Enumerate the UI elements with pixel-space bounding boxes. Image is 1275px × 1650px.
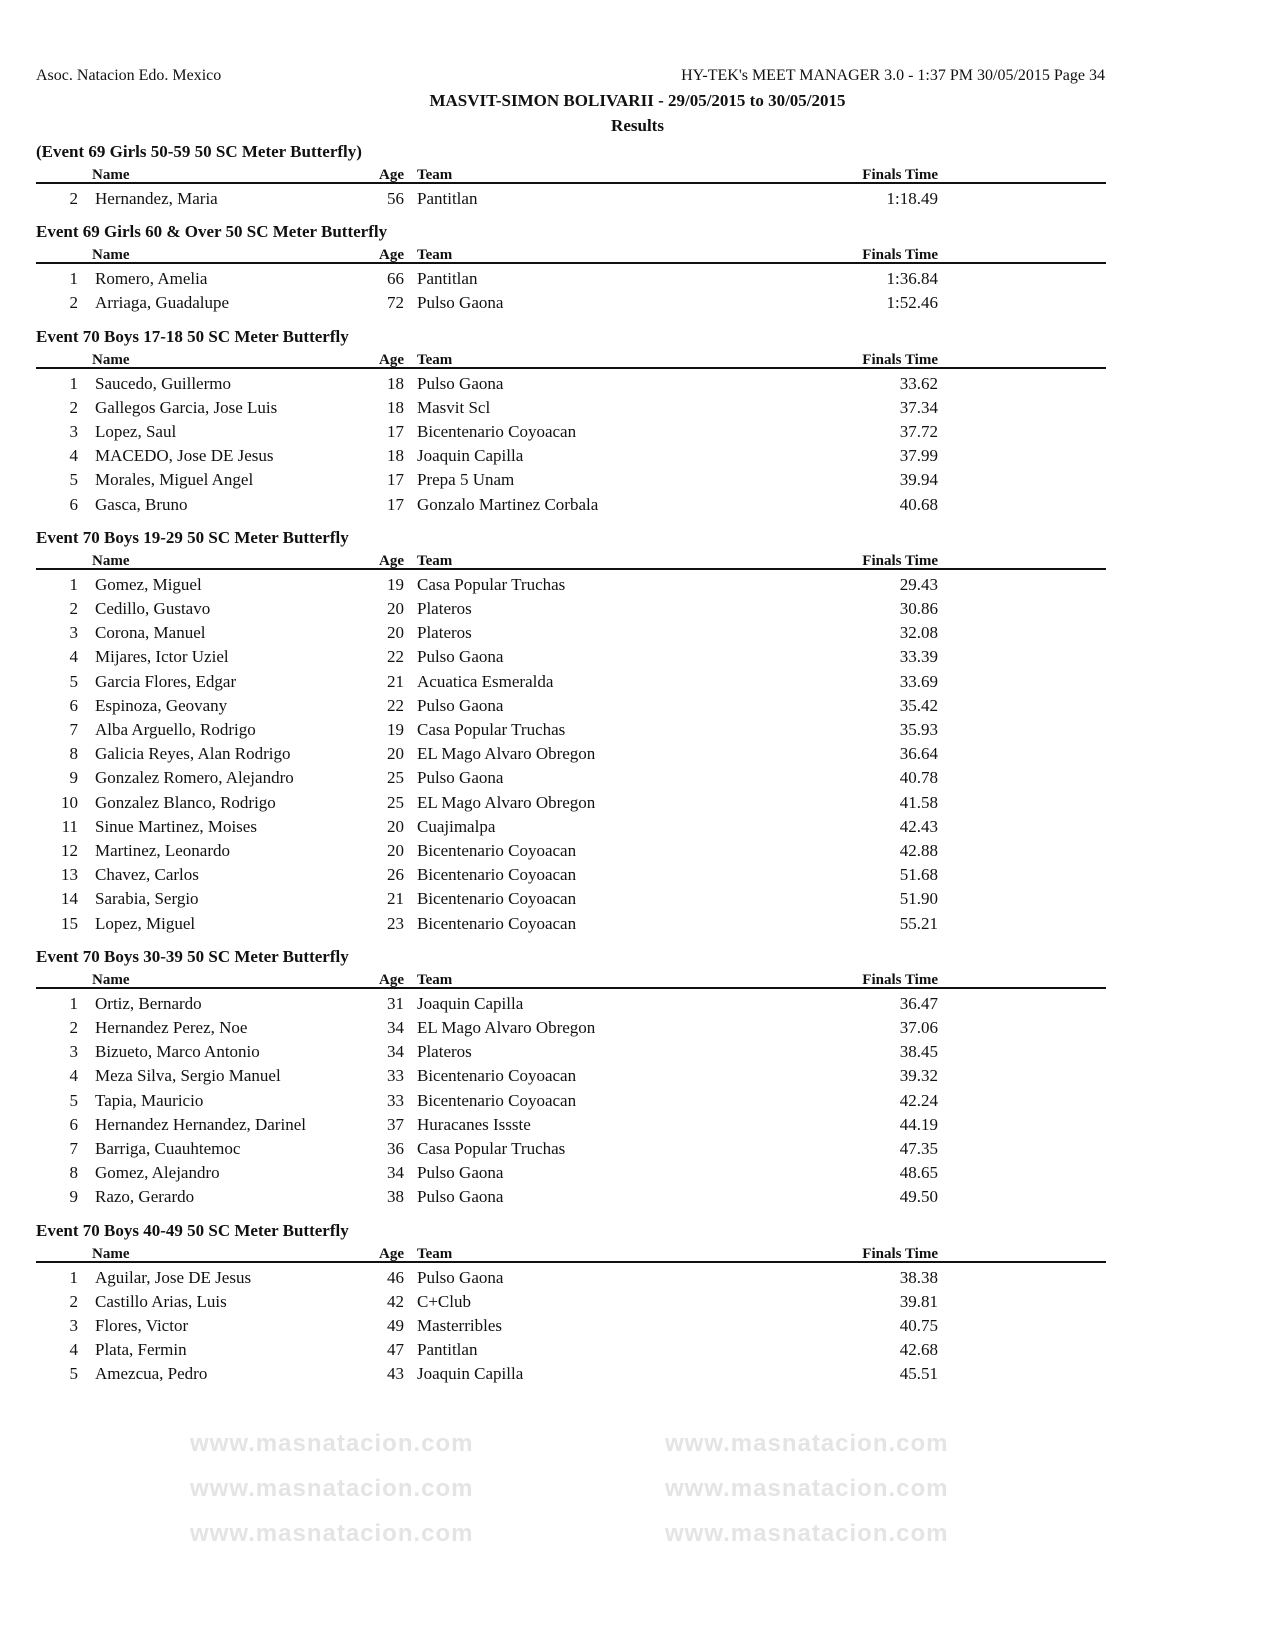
finals-time: 51.90: [899, 889, 938, 909]
finals-time: 37.06: [899, 1018, 938, 1037]
age: 17: [387, 494, 404, 514]
swimmer-name: Gomez, Miguel: [95, 574, 202, 594]
place: 2: [69, 293, 78, 313]
column-header-team: Team: [417, 351, 453, 368]
column-header-name: Name: [92, 167, 130, 183]
column-header-team: Team: [417, 552, 453, 569]
team: Bicentenario Coyoacan: [417, 841, 577, 860]
swimmer-name: Sinue Martinez, Moises: [95, 816, 257, 836]
team: Joaquin Capilla: [417, 1364, 524, 1384]
swimmer-name: Flores, Victor: [95, 1316, 189, 1335]
swimmer-name: Espinoza, Geovany: [95, 695, 228, 715]
place: 3: [69, 1042, 78, 1062]
finals-time: 49.50: [899, 1187, 938, 1207]
age: 19: [387, 720, 404, 739]
place: 3: [69, 422, 78, 441]
place: 6: [69, 1114, 78, 1134]
team: Acuatica Esmeralda: [417, 671, 554, 691]
column-header-team: Team: [417, 167, 453, 183]
watermark: www.masnatacion.com: [190, 1475, 474, 1502]
swimmer-name: MACEDO, Jose DE Jesus: [95, 446, 274, 466]
team: C+Club: [417, 1291, 471, 1311]
finals-time: 37.34: [899, 397, 938, 417]
column-header-finals-time: Finals Time: [862, 247, 938, 264]
finals-time: 48.65: [899, 1163, 938, 1183]
place: 10: [61, 792, 78, 812]
column-header-age: Age: [379, 1245, 404, 1262]
age: 46: [387, 1267, 404, 1287]
place: 9: [69, 768, 78, 788]
finals-time: 37.99: [899, 446, 938, 466]
swimmer-name: Morales, Miguel Angel: [95, 470, 254, 490]
finals-time: 42.43: [899, 816, 938, 836]
event-title: (Event 69 Girls 50-59 50 SC Meter Butterfly): [36, 142, 362, 161]
team: Pulso Gaona: [417, 1187, 504, 1207]
place: 1: [69, 269, 78, 289]
team: Masvit Scl: [417, 397, 491, 417]
age: 20: [387, 841, 404, 860]
age: 33: [387, 1090, 404, 1110]
team: EL Mago Alvaro Obregon: [417, 792, 596, 812]
place: 2: [69, 599, 78, 618]
finals-time: 36.47: [899, 993, 938, 1013]
swimmer-name: Corona, Manuel: [95, 623, 206, 643]
age: 72: [387, 293, 404, 313]
finals-time: 1:36.84: [886, 269, 938, 289]
meet-title: MASVIT-SIMON BOLIVARII - 29/05/2015 to 30/05/2015: [429, 91, 846, 110]
team: Pulso Gaona: [417, 647, 504, 667]
place: 15: [61, 913, 78, 933]
event-title: Event 70 Boys 17-18 50 SC Meter Butterfly: [36, 326, 349, 346]
team: Casa Popular Truchas: [417, 1139, 566, 1158]
swimmer-name: Martinez, Leonardo: [95, 841, 230, 860]
finals-time: 33.39: [899, 647, 938, 667]
swimmer-name: Aguilar, Jose DE Jesus: [95, 1267, 252, 1287]
place: 6: [69, 494, 78, 514]
team: EL Mago Alvaro Obregon: [417, 1018, 596, 1037]
team: Casa Popular Truchas: [417, 574, 566, 594]
swimmer-name: Sarabia, Sergio: [95, 889, 199, 909]
finals-time: 33.62: [899, 373, 938, 393]
swimmer-name: Gallegos Garcia, Jose Luis: [95, 397, 278, 417]
finals-time: 42.68: [899, 1340, 938, 1360]
swimmer-name: Hernandez, Maria: [95, 189, 218, 208]
age: 49: [387, 1316, 404, 1335]
swimmer-name: Meza Silva, Sergio Manuel: [95, 1066, 281, 1086]
software-page-info: HY-TEK's MEET MANAGER 3.0 - 1:37 PM 30/05/2015 Page 34: [681, 67, 1105, 84]
swimmer-name: Hernandez Hernandez, Darinel: [95, 1114, 306, 1134]
finals-time: 38.38: [899, 1267, 938, 1287]
age: 20: [387, 623, 404, 643]
team: Bicentenario Coyoacan: [417, 422, 577, 441]
header-divider: [36, 367, 1106, 369]
age: 47: [387, 1340, 404, 1360]
team: EL Mago Alvaro Obregon: [417, 744, 596, 764]
swimmer-name: Hernandez Perez, Noe: [95, 1018, 248, 1037]
finals-time: 1:52.46: [886, 293, 938, 313]
header-divider: [36, 1261, 1106, 1263]
column-header-name: Name: [92, 552, 130, 569]
column-header-finals-time: Finals Time: [862, 167, 938, 183]
place: 6: [69, 695, 78, 715]
place: 4: [69, 1066, 78, 1086]
place: 8: [69, 1163, 78, 1183]
swimmer-name: Tapia, Mauricio: [95, 1090, 204, 1110]
column-header-finals-time: Finals Time: [862, 552, 938, 569]
place: 5: [69, 1364, 78, 1384]
team: Pantitlan: [417, 269, 478, 289]
finals-time: 1:18.49: [886, 189, 938, 208]
place: 1: [69, 993, 78, 1013]
column-header-name: Name: [92, 1245, 130, 1262]
finals-time: 55.21: [899, 913, 938, 933]
place: 1: [69, 1267, 78, 1287]
column-header-name: Name: [92, 247, 130, 264]
finals-time: 40.78: [899, 768, 938, 788]
age: 17: [387, 470, 404, 490]
age: 26: [387, 865, 404, 885]
place: 7: [69, 720, 78, 739]
place: 2: [69, 1018, 78, 1037]
swimmer-name: Chavez, Carlos: [95, 865, 199, 885]
age: 18: [387, 373, 404, 393]
age: 20: [387, 599, 404, 618]
place: 13: [61, 865, 78, 885]
place: 11: [61, 816, 78, 836]
finals-time: 42.24: [899, 1090, 938, 1110]
finals-time: 39.94: [899, 470, 938, 490]
column-header-age: Age: [379, 247, 404, 264]
swimmer-name: Gomez, Alejandro: [95, 1163, 220, 1183]
team: Pulso Gaona: [417, 1163, 504, 1183]
age: 33: [387, 1066, 404, 1086]
watermark: www.masnatacion.com: [665, 1475, 949, 1502]
swimmer-name: Lopez, Saul: [95, 422, 177, 441]
finals-time: 35.93: [899, 720, 938, 739]
organization-name: Asoc. Natacion Edo. Mexico: [36, 67, 222, 84]
team: Pantitlan: [417, 1340, 478, 1360]
place: 1: [69, 574, 78, 594]
finals-time: 29.43: [899, 574, 938, 594]
age: 66: [387, 269, 404, 289]
place: 2: [69, 1291, 78, 1311]
team: Cuajimalpa: [417, 816, 496, 836]
place: 5: [69, 671, 78, 691]
finals-time: 42.88: [899, 841, 938, 860]
header-divider: [36, 262, 1106, 264]
team: Bicentenario Coyoacan: [417, 1066, 577, 1086]
swimmer-name: Garcia Flores, Edgar: [95, 671, 237, 691]
finals-time: 32.08: [899, 623, 938, 643]
finals-time: 47.35: [899, 1139, 938, 1158]
finals-time: 41.58: [899, 792, 938, 812]
team: Prepa 5 Unam: [417, 470, 515, 490]
finals-time: 30.86: [899, 599, 938, 618]
watermark: www.masnatacion.com: [190, 1430, 474, 1457]
column-header-age: Age: [379, 351, 404, 368]
place: 9: [69, 1187, 78, 1207]
event-title: Event 70 Boys 30-39 50 SC Meter Butterfly: [36, 946, 349, 966]
finals-time: 40.75: [899, 1316, 938, 1335]
team: Pantitlan: [417, 189, 478, 208]
age: 25: [387, 768, 404, 788]
age: 38: [387, 1187, 404, 1207]
team: Casa Popular Truchas: [417, 720, 566, 739]
event-title: Event 70 Boys 40-49 50 SC Meter Butterfly: [36, 1220, 349, 1240]
swimmer-name: Gonzalez Blanco, Rodrigo: [95, 792, 276, 812]
column-header-age: Age: [379, 552, 404, 569]
swimmer-name: Castillo Arias, Luis: [95, 1291, 227, 1311]
place: 5: [69, 470, 78, 490]
watermark: www.masnatacion.com: [665, 1430, 949, 1457]
team: Plateros: [417, 623, 472, 643]
age: 42: [387, 1291, 404, 1311]
age: 25: [387, 792, 404, 812]
event-title: Event 69 Girls 60 & Over 50 SC Meter Butterfly: [36, 222, 388, 242]
place: 7: [69, 1139, 78, 1158]
team: Pulso Gaona: [417, 293, 504, 313]
finals-time: 51.68: [899, 865, 938, 885]
results-heading: Results: [611, 116, 664, 135]
place: 1: [69, 373, 78, 393]
swimmer-name: Amezcua, Pedro: [95, 1364, 208, 1384]
header-divider: [36, 568, 1106, 570]
team: Pulso Gaona: [417, 373, 504, 393]
team: Pulso Gaona: [417, 768, 504, 788]
header-divider: [36, 182, 1106, 184]
column-header-finals-time: Finals Time: [862, 351, 938, 368]
swimmer-name: Gasca, Bruno: [95, 494, 188, 514]
team: Pulso Gaona: [417, 1267, 504, 1287]
swimmer-name: Ortiz, Bernardo: [95, 993, 202, 1013]
column-header-team: Team: [417, 971, 453, 988]
age: 56: [387, 189, 404, 208]
finals-time: 33.69: [899, 671, 938, 691]
age: 34: [387, 1042, 404, 1062]
swimmer-name: Romero, Amelia: [95, 269, 208, 289]
place: 2: [69, 189, 78, 208]
column-header-name: Name: [92, 351, 130, 368]
swimmer-name: Saucedo, Guillermo: [95, 373, 231, 393]
age: 21: [387, 671, 404, 691]
watermark: www.masnatacion.com: [190, 1520, 474, 1547]
finals-time: 36.64: [899, 744, 938, 764]
swimmer-name: Plata, Fermin: [95, 1340, 187, 1360]
swimmer-name: Lopez, Miguel: [95, 913, 196, 933]
swimmer-name: Razo, Gerardo: [95, 1187, 195, 1207]
age: 23: [387, 913, 404, 933]
swimmer-name: Cedillo, Gustavo: [95, 599, 211, 618]
finals-time: 39.32: [899, 1066, 938, 1086]
place: 8: [69, 744, 78, 764]
team: Pulso Gaona: [417, 695, 504, 715]
column-header-team: Team: [417, 1245, 453, 1262]
age: 37: [387, 1114, 404, 1134]
age: 43: [387, 1364, 404, 1384]
age: 20: [387, 744, 404, 764]
team: Joaquin Capilla: [417, 446, 524, 466]
team: Plateros: [417, 599, 472, 618]
age: 22: [387, 695, 404, 715]
age: 34: [387, 1018, 404, 1037]
team: Gonzalo Martinez Corbala: [417, 494, 599, 514]
age: 36: [387, 1139, 404, 1158]
column-header-name: Name: [92, 971, 130, 988]
watermark: www.masnatacion.com: [665, 1520, 949, 1547]
finals-time: 44.19: [899, 1114, 938, 1134]
swimmer-name: Galicia Reyes, Alan Rodrigo: [95, 744, 291, 764]
age: 19: [387, 574, 404, 594]
column-header-age: Age: [379, 167, 404, 183]
age: 18: [387, 397, 404, 417]
swimmer-name: Gonzalez Romero, Alejandro: [95, 768, 294, 788]
swimmer-name: Mijares, Ictor Uziel: [95, 647, 229, 667]
place: 14: [61, 889, 78, 909]
team: Joaquin Capilla: [417, 993, 524, 1013]
header-divider: [36, 987, 1106, 989]
team: Plateros: [417, 1042, 472, 1062]
finals-time: 37.72: [899, 422, 938, 441]
age: 20: [387, 816, 404, 836]
place: 2: [69, 397, 78, 417]
place: 4: [69, 446, 78, 466]
swimmer-name: Alba Arguello, Rodrigo: [95, 720, 256, 739]
finals-time: 39.81: [899, 1291, 938, 1311]
event-title: Event 70 Boys 19-29 50 SC Meter Butterfly: [36, 527, 349, 547]
finals-time: 45.51: [899, 1364, 938, 1384]
team: Huracanes Issste: [417, 1114, 531, 1134]
column-header-finals-time: Finals Time: [862, 1245, 938, 1262]
place: 3: [69, 1316, 78, 1335]
age: 22: [387, 647, 404, 667]
place: 3: [69, 623, 78, 643]
place: 4: [69, 1340, 78, 1360]
team: Bicentenario Coyoacan: [417, 865, 577, 885]
place: 5: [69, 1090, 78, 1110]
column-header-finals-time: Finals Time: [862, 971, 938, 988]
team: Masterribles: [417, 1316, 502, 1335]
age: 34: [387, 1163, 404, 1183]
place: 4: [69, 647, 78, 667]
swimmer-name: Bizueto, Marco Antonio: [95, 1042, 260, 1062]
swimmer-name: Barriga, Cuauhtemoc: [95, 1139, 241, 1158]
column-header-team: Team: [417, 247, 453, 264]
age: 18: [387, 446, 404, 466]
finals-time: 40.68: [899, 494, 938, 514]
age: 21: [387, 889, 404, 909]
place: 12: [61, 841, 78, 860]
age: 31: [387, 993, 404, 1013]
age: 17: [387, 422, 404, 441]
finals-time: 35.42: [899, 695, 938, 715]
swimmer-name: Arriaga, Guadalupe: [95, 293, 230, 313]
team: Bicentenario Coyoacan: [417, 1090, 577, 1110]
column-header-age: Age: [379, 971, 404, 988]
finals-time: 38.45: [899, 1042, 938, 1062]
team: Bicentenario Coyoacan: [417, 913, 577, 933]
team: Bicentenario Coyoacan: [417, 889, 577, 909]
